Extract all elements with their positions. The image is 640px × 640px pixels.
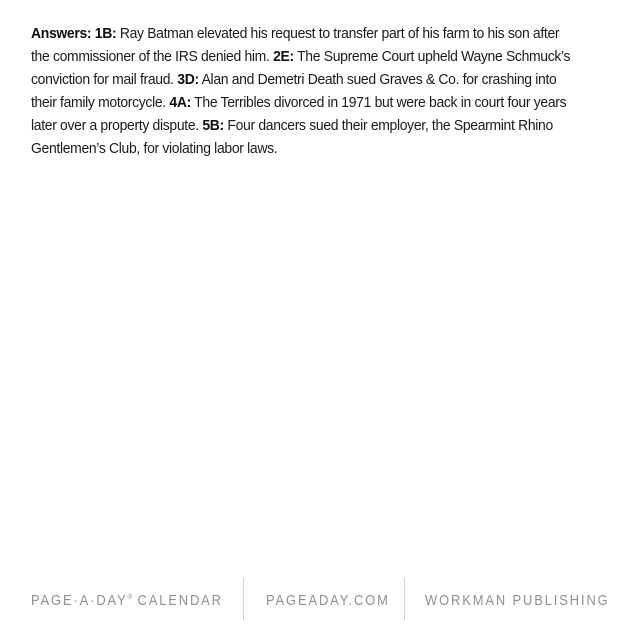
answer-key-2: 2E: [273,48,294,65]
answer-key-5: 5B: [202,117,224,134]
answer-text-2: The Supreme Court upheld Wayne Schmuck’s conviction for mail fraud. [31,48,571,88]
footer-divider-1 [243,578,244,620]
answer-text-3: Alan and Demetri Death sued Graves & Co. for crashing into their family motorcycle. [31,71,557,111]
footer-website-link[interactable]: PAGEADAY.COM [266,592,390,609]
footer-brand-name: PAGE·A·DAY [31,592,128,609]
answer-text-5: Four dancers sued their employer, the Spearmint Rhino Gentlemen’s Club, for violating labor laws. [31,117,553,157]
answer-text-4: The Terribles divorced in 1971 but were back in court four years later over a property dispute. [31,94,567,134]
answer-text-1: Ray Batman elevated his request to transfer part of his farm to his son after the commissioner of the IRS denied him. [31,25,560,65]
answer-key-1: 1B: [94,25,117,42]
answers-paragraph [31,22,575,160]
footer-publisher: WORKMAN PUBLISHING [425,592,610,609]
footer-brand [31,592,223,609]
registered-mark: ® [127,594,133,601]
footer-divider-2 [404,578,405,620]
footer [0,578,640,624]
footer-brand-suffix: CALENDAR [132,592,223,609]
answer-key-3: 3D: [177,71,199,88]
answers-lead: Answers: [31,25,92,42]
answer-key-4: 4A: [169,94,191,111]
